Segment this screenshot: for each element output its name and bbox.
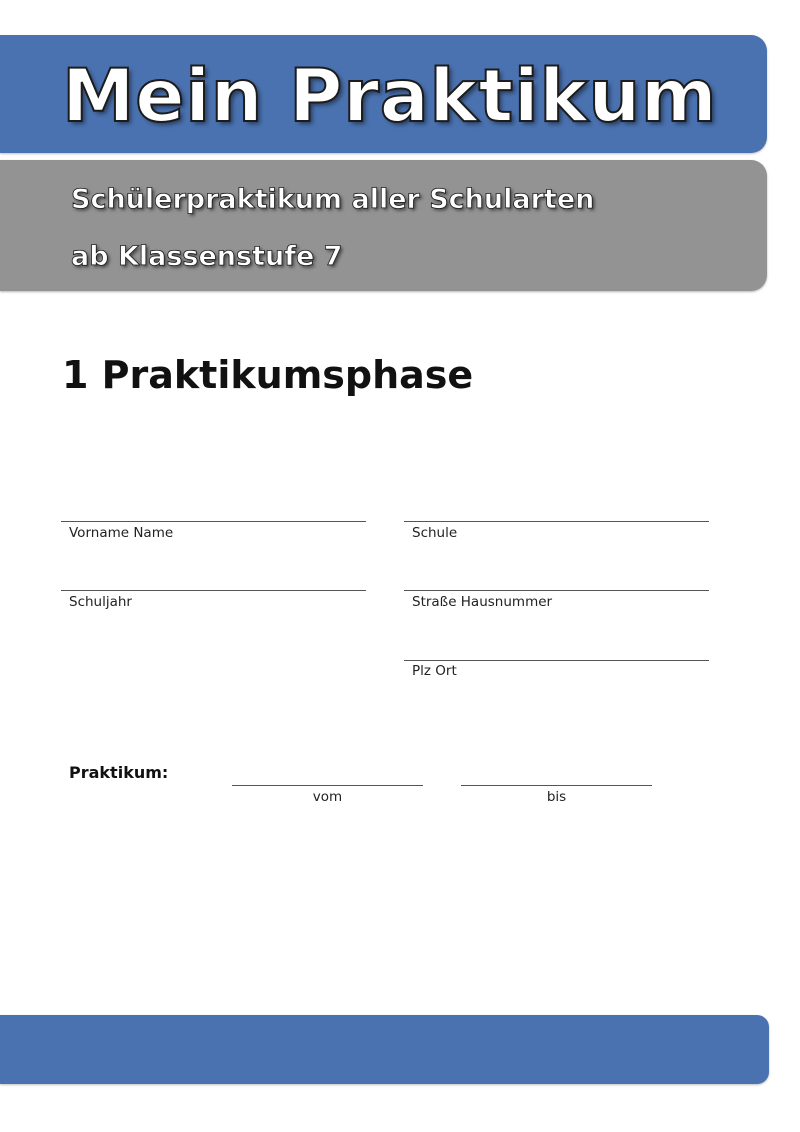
- street-line[interactable]: [404, 590, 709, 591]
- document-title: Mein Praktikum: [62, 54, 718, 139]
- from-date-line[interactable]: [232, 785, 423, 786]
- name-line[interactable]: [61, 521, 366, 522]
- name-label: Vorname Name: [69, 525, 174, 541]
- school-label: Schule: [412, 525, 458, 541]
- internship-label: Praktikum:: [69, 763, 169, 782]
- phase-heading: 1 Praktikumsphase: [62, 353, 474, 397]
- from-label: vom: [312, 789, 343, 805]
- subtitle-line-1: Schülerpraktikum aller Schularten: [71, 184, 595, 215]
- to-date-line[interactable]: [461, 785, 652, 786]
- school-year-line[interactable]: [61, 590, 366, 591]
- to-label: bis: [546, 789, 567, 805]
- school-line[interactable]: [404, 521, 709, 522]
- zip-city-line[interactable]: [404, 660, 709, 661]
- footer-banner: [0, 1015, 769, 1084]
- street-label: Straße Hausnummer: [412, 594, 553, 610]
- zip-city-label: Plz Ort: [412, 663, 457, 679]
- school-year-label: Schuljahr: [69, 594, 132, 610]
- subtitle-line-2: ab Klassenstufe 7: [71, 241, 343, 272]
